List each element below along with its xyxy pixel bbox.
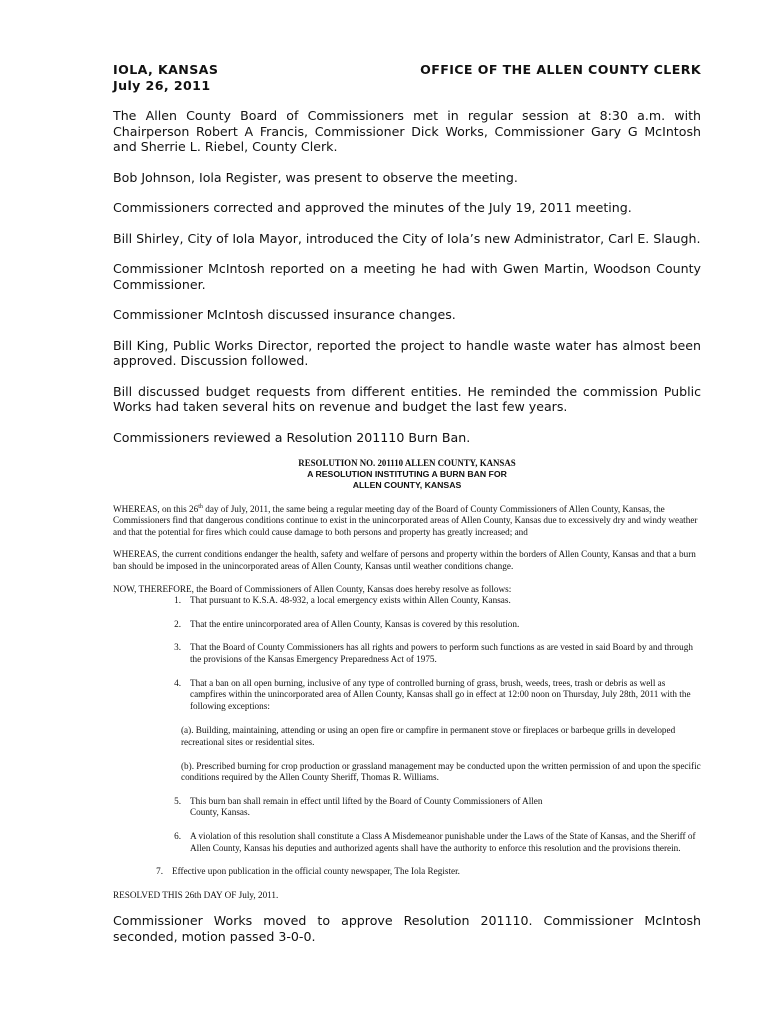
- minutes-paragraph: Commissioner McIntosh reported on a meeting he had with Gwen Martin, Woodson County Commissioner.: [113, 261, 701, 292]
- item-text: That the Board of County Commissioners has all rights and powers to perform such functions as are vested in said Board by and through the provisions of the Kansas Emergency Preparedness Act of 1975.: [190, 642, 693, 665]
- minutes-body: [113, 108, 701, 445]
- header-office: OFFICE OF THE ALLEN COUNTY CLERK: [420, 62, 701, 77]
- minutes-paragraph: Bill discussed budget requests from different entities. He reminded the commission Public Works had taken several hits on revenue and budget the last few years.: [113, 383, 701, 414]
- minutes-paragraph: Bob Johnson, Iola Register, was present to observe the meeting.: [113, 169, 518, 185]
- item-text: That a ban on all open burning, inclusive of any type of controlled burning of grass, brush, weeds, trees, trash or debris as well as campfires within the unincorporated area of Allen County, Kansas shall go in effect at 12:00 noon on Thursday, July 28th, 2011 with the following exceptions:: [190, 677, 691, 711]
- document-page: [113, 62, 701, 944]
- resolution-body: [113, 502, 701, 902]
- resolution-item: [113, 866, 701, 878]
- resolved-line: RESOLVED THIS 26th DAY OF July, 2011.: [113, 889, 279, 900]
- whereas-paragraph-2: WHEREAS, the current conditions endanger the health, safety and welfare of persons and property within the borders of Allen County, Kansas and that a burn ban should be imposed in the unincorporated areas of Allen County, Kansas until weather conditions change.: [113, 549, 696, 572]
- header-date: July 26, 2011: [113, 77, 211, 93]
- resolution-title-line3: ALLEN COUNTY, KANSAS: [352, 480, 462, 491]
- minutes-paragraph: Commissioners corrected and approved the minutes of the July 19, 2011 meeting.: [113, 200, 632, 215]
- resolution-item: [113, 796, 701, 819]
- minutes-paragraph: Bill King, Public Works Director, reported the project to handle waste water has almost been approved. Discussion followed.: [113, 337, 701, 368]
- item-text: Effective upon publication in the official county newspaper, The Iola Register.: [172, 866, 460, 877]
- minutes-paragraph: The Allen County Board of Commissioners met in regular session at 8:30 a.m. with Chairperson Robert A Francis, Commissioner Dick Works, Commissioner Gary G McIntosh and Sherrie L. Riebel, County Clerk.: [113, 108, 701, 154]
- minutes-paragraph: Commissioners reviewed a Resolution 201110 Burn Ban.: [113, 429, 471, 445]
- resolution-title-line2: A RESOLUTION INSTITUTING A BURN BAN FOR: [307, 469, 507, 480]
- closing-paragraph: Commissioner Works moved to approve Resolution 201110. Commissioner McIntosh seconded, motion passed 3-0-0.: [113, 913, 701, 944]
- resolution-items: [113, 595, 701, 878]
- exception-b: (b). Prescribed burning for crop production or grassland management may be conducted upon the written permission of and upon the specific conditions required by the Allen County Sheriff, Thomas R. Williams.: [181, 760, 701, 783]
- resolution-item: [113, 619, 701, 631]
- resolution-title: [113, 458, 701, 492]
- resolution-item: [113, 595, 701, 607]
- item-text: That the entire unincorporated area of Allen County, Kansas is covered by this resolution.: [190, 618, 520, 629]
- whereas-paragraph-1: WHEREAS, on this 26th day of July, 2011, the same being a regular meeting day of the Board of County Commissioners of Allen County, Kansas, the Commissioners find that dangerous conditions continue to exist in the unincorporated areas of Allen County, Kansas due to excessively dry and windy weather and that the potential for fires which could cause damage to both persons and property has greatly increased; and: [113, 503, 698, 537]
- item-number: 4.: [174, 677, 181, 688]
- resolution-item: [113, 642, 701, 665]
- item-number: 1.: [174, 595, 181, 606]
- item-number: 3.: [174, 642, 181, 653]
- item-number: 2.: [174, 618, 181, 629]
- exception-a: (a). Building, maintaining, attending or using an open fire or campfire in permanent stove or fireplaces or barbeque grills in developed recreational sites or residential sites.: [181, 725, 676, 747]
- minutes-paragraph: Bill Shirley, City of Iola Mayor, introduced the City of Iola’s new Administrator, Carl E. Slaugh.: [113, 230, 701, 246]
- now-therefore: NOW, THEREFORE, the Board of Commissioners of Allen County, Kansas does hereby resolve as follows:: [113, 583, 512, 594]
- header-location: IOLA, KANSAS: [113, 62, 219, 77]
- resolution-item: [113, 831, 701, 854]
- item-text: That pursuant to K.S.A. 48-932, a local emergency exists within Allen County, Kansas.: [190, 595, 511, 606]
- item-number: 7.: [156, 866, 163, 877]
- resolution-item: [113, 678, 701, 713]
- header-row: [113, 62, 701, 78]
- resolution-block: [113, 458, 701, 901]
- item-text: A violation of this resolution shall constitute a Class A Misdemeanor punishable under the Laws of the State of Kansas, and the Sheriff of Allen County, Kansas his deputies and authorized agents shall have the authority to enforce this resolution and the provisions therein.: [190, 830, 696, 853]
- resolution-title-line1: RESOLUTION NO. 201110 ALLEN COUNTY, KANSAS: [298, 458, 516, 468]
- item-text: This burn ban shall remain in effect until lifted by the Board of County Commissioners of Allen County, Kansas.: [190, 795, 543, 818]
- item-number: 6.: [174, 830, 181, 841]
- item-number: 5.: [174, 795, 181, 806]
- minutes-paragraph: Commissioner McIntosh discussed insurance changes.: [113, 307, 456, 322]
